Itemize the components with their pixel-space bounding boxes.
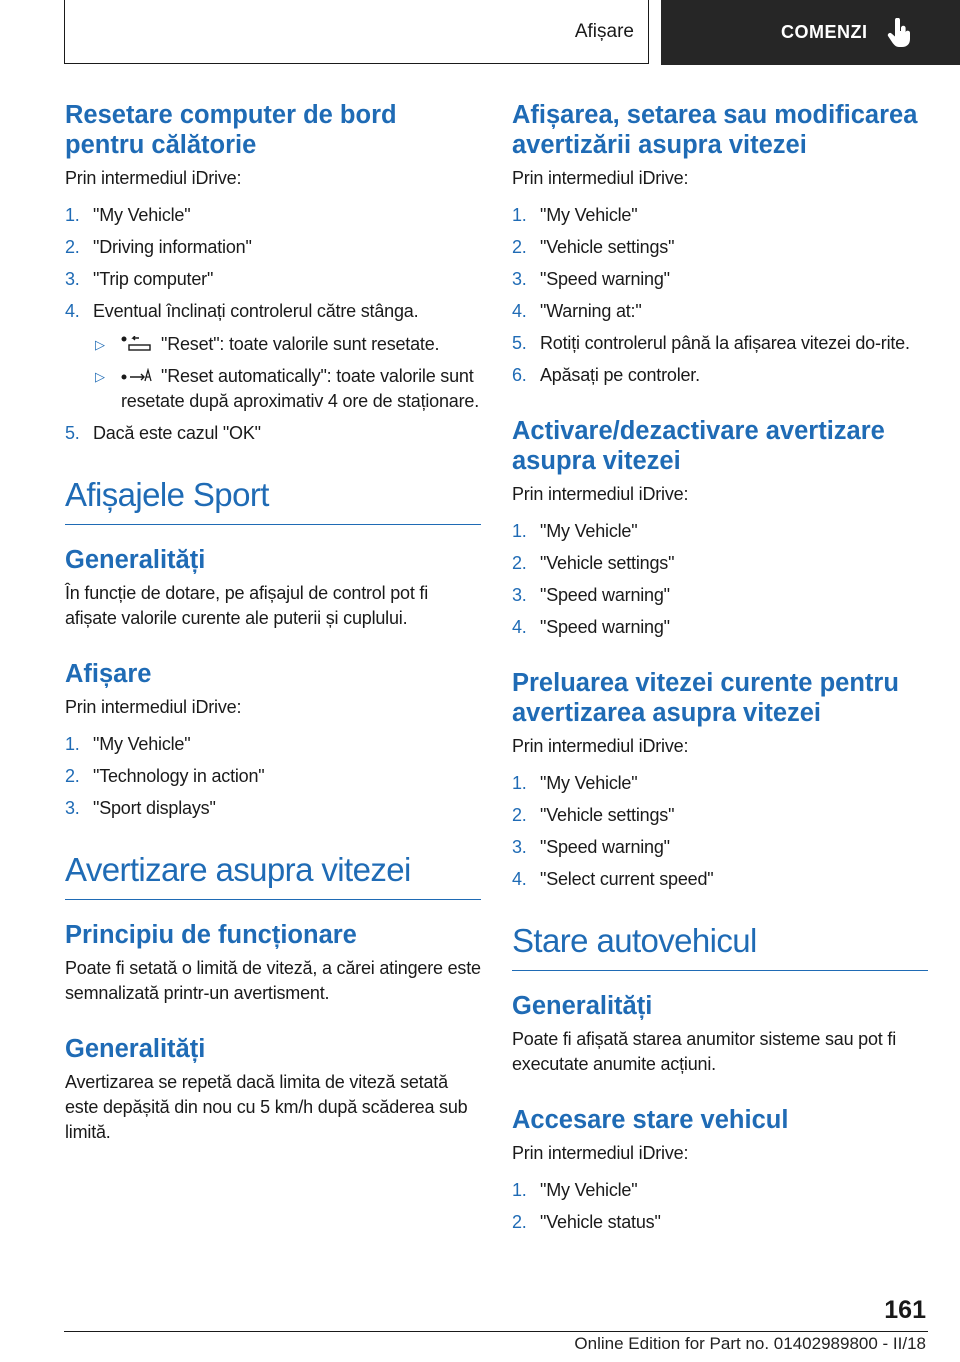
list-item [512, 771, 928, 796]
step-number: 2. [65, 766, 80, 786]
current-speed-heading: Preluarea vitezei curente pentru avertizarea asupra vitezei [512, 669, 899, 727]
step-text: "Speed warning" [540, 269, 670, 289]
list-item [512, 299, 928, 324]
list-item [512, 519, 928, 544]
access-intro: Prin intermediul iDrive: [512, 1143, 689, 1163]
set-steps [512, 203, 928, 388]
step-number: 2. [512, 805, 527, 825]
list-item [65, 235, 481, 260]
reset-steps [65, 203, 481, 446]
step-number: 2. [512, 553, 527, 573]
step-text: "Select current speed" [540, 869, 714, 889]
set-intro: Prin intermediul iDrive: [512, 168, 689, 188]
speed-warning-heading: Avertizare asupra vitezei [65, 851, 481, 900]
sport-display-heading: Afișare [65, 660, 152, 688]
step-number: 3. [512, 585, 527, 605]
current-intro: Prin intermediul iDrive: [512, 736, 689, 756]
list-item [65, 732, 481, 757]
step-number: 3. [65, 798, 80, 818]
list-item [512, 203, 928, 228]
sport-general-text: În funcție de dotare, pe afișajul de control pot fi afișate valorile curente ale puterii și cuplului. [65, 583, 429, 628]
step-number: 4. [512, 869, 527, 889]
list-item [65, 267, 481, 292]
list-item [65, 299, 481, 414]
step-text: Apăsați pe controler. [540, 365, 700, 385]
footer-divider [64, 1331, 928, 1332]
list-item [65, 203, 481, 228]
step-number: 2. [512, 237, 527, 257]
page-number: 161 [884, 1296, 926, 1324]
list-item [512, 803, 928, 828]
step-number: 3. [512, 837, 527, 857]
step-number: 1. [512, 521, 527, 541]
status-steps [512, 1178, 928, 1235]
set-warning-heading: Afișarea, setarea sau modificarea avertizării asupra vitezei [512, 101, 918, 159]
footer-edition: Online Edition for Part no. 01402989800 - II/18 [574, 1334, 926, 1353]
speed-general-heading: Generalități [65, 1035, 206, 1063]
sub-list-item [93, 364, 481, 414]
step-number: 4. [65, 301, 80, 321]
reset-auto-option-text: "Reset automatically": toate valorile sunt resetate după aproximativ 4 ore de staționare. [121, 366, 480, 411]
step-number: 2. [512, 1212, 527, 1232]
step-text: "Warning at:" [540, 301, 642, 321]
step-text: "Vehicle settings" [540, 805, 675, 825]
step-text: "Vehicle status" [540, 1212, 661, 1232]
step-number: 4. [512, 301, 527, 321]
sub-list-item [93, 332, 481, 357]
section-tab [64, 0, 649, 64]
step-text: "My Vehicle" [540, 205, 638, 225]
step-text: "Trip computer" [93, 269, 214, 289]
page-header [0, 0, 960, 66]
step-number: 2. [65, 237, 80, 257]
list-item [512, 867, 928, 892]
section-label: Afișare [574, 20, 634, 42]
step-number: 1. [65, 205, 80, 225]
reset-option-text: "Reset": toate valorile sunt resetate. [161, 334, 440, 354]
right-column [512, 100, 928, 1255]
list-item [512, 551, 928, 576]
current-steps [512, 771, 928, 892]
list-item [65, 421, 481, 446]
list-item [65, 796, 481, 821]
list-item [512, 835, 928, 860]
activate-heading: Activare/dezactivare avertizare asupra vitezei [512, 417, 885, 475]
step-text: "My Vehicle" [93, 205, 191, 225]
step-text: "Vehicle settings" [540, 553, 675, 573]
step-text: "My Vehicle" [540, 1180, 638, 1200]
step-text: "Speed warning" [540, 837, 670, 857]
list-item [512, 235, 928, 260]
status-general-text: Poate fi afișată starea anumitor sisteme sau pot fi executate anumite acțiuni. [512, 1029, 896, 1074]
step-text: "Speed warning" [540, 585, 670, 605]
list-item [512, 1178, 928, 1203]
step-text: "My Vehicle" [540, 521, 638, 541]
step-number: 1. [65, 734, 80, 754]
list-item [512, 615, 928, 640]
step-text: "My Vehicle" [93, 734, 191, 754]
activate-steps [512, 519, 928, 640]
chapter-label: COMENZI [781, 22, 868, 42]
step-text: "My Vehicle" [540, 773, 638, 793]
list-item [512, 331, 928, 356]
step-number: 3. [512, 269, 527, 289]
activate-intro: Prin intermediul iDrive: [512, 484, 689, 504]
sport-steps [65, 732, 481, 821]
step-text: "Sport displays" [93, 798, 216, 818]
step-text: Dacă este cazul "OK" [93, 423, 261, 443]
step-text: Eventual înclinați controlerul către stânga. [93, 301, 419, 321]
step-number: 1. [512, 1180, 527, 1200]
step-text: Rotiți controlerul până la afișarea vitezei do-rite. [540, 333, 910, 353]
vehicle-status-heading: Stare autovehicul [512, 922, 928, 971]
sport-intro: Prin intermediul iDrive: [65, 697, 242, 717]
access-status-heading: Accesare stare vehicul [512, 1106, 789, 1134]
step-number: 5. [65, 423, 80, 443]
reset-options [93, 332, 481, 414]
step-text: "Driving information" [93, 237, 252, 257]
chapter-tab [661, 0, 960, 65]
list-item [512, 1210, 928, 1235]
step-number: 3. [65, 269, 80, 289]
step-text: "Vehicle settings" [540, 237, 675, 257]
step-text: "Technology in action" [93, 766, 265, 786]
step-number: 4. [512, 617, 527, 637]
step-number: 5. [512, 333, 527, 353]
step-text: "Speed warning" [540, 617, 670, 637]
list-item [512, 267, 928, 292]
reset-auto-icon [121, 368, 153, 384]
speed-general-text: Avertizarea se repetă dacă limita de viteză setată este depășită din nou cu 5 km/h după scăderea sub limită. [65, 1072, 468, 1142]
bullet-triangle-icon: ▷ [95, 337, 105, 352]
principle-heading: Principiu de funcționare [65, 921, 357, 949]
reset-icon [121, 336, 153, 352]
sport-general-heading: Generalități [65, 546, 206, 574]
list-item [65, 764, 481, 789]
list-item [512, 583, 928, 608]
list-item [512, 363, 928, 388]
left-column [65, 100, 481, 1157]
hand-pointer-icon [886, 18, 912, 48]
status-general-heading: Generalități [512, 992, 653, 1020]
step-number: 1. [512, 205, 527, 225]
sport-displays-heading: Afișajele Sport [65, 476, 481, 525]
reset-heading: Resetare computer de bord pentru călătorie [65, 101, 397, 159]
reset-intro: Prin intermediul iDrive: [65, 168, 242, 188]
bullet-triangle-icon: ▷ [95, 369, 105, 384]
principle-text: Poate fi setată o limită de viteză, a cărei atingere este semnalizată printr-un avertisment. [65, 958, 481, 1003]
step-number: 6. [512, 365, 527, 385]
step-number: 1. [512, 773, 527, 793]
